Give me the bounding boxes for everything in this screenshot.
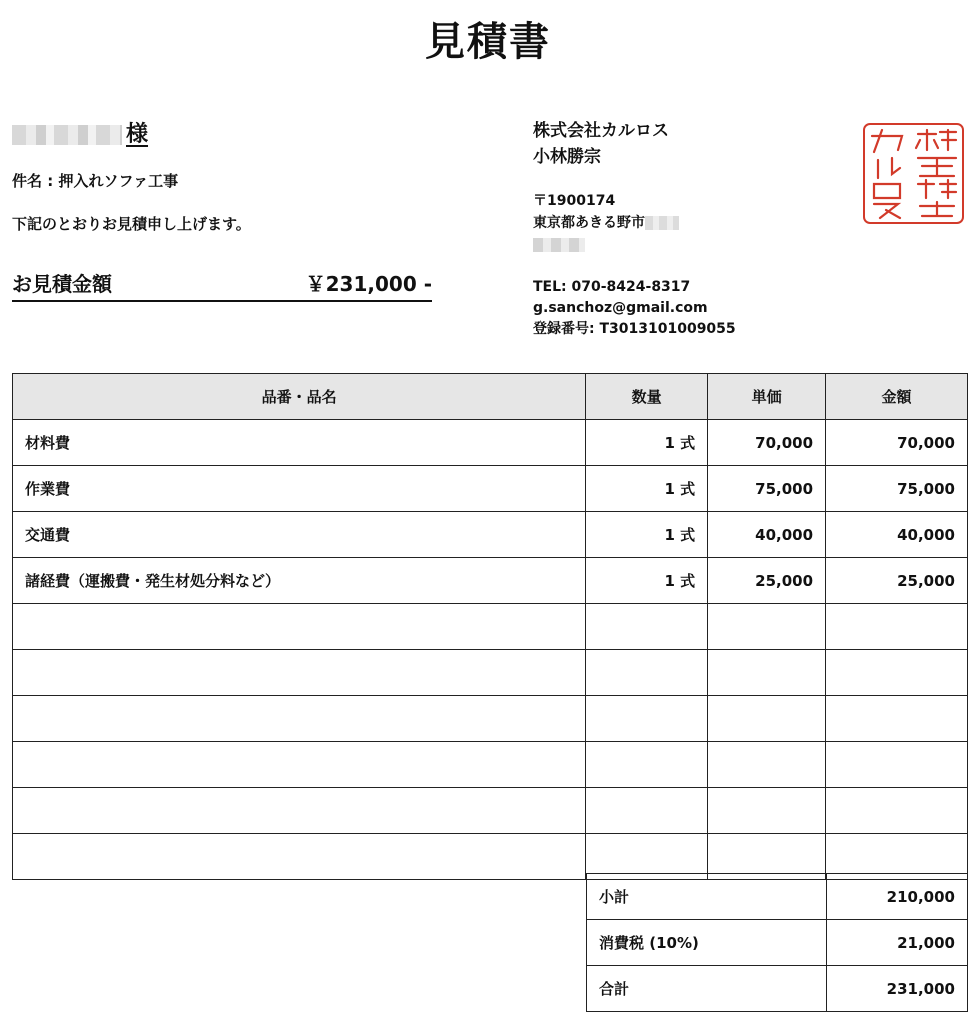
line-items-table [12, 373, 968, 880]
item-amount [826, 788, 968, 834]
item-name [13, 742, 586, 788]
table-row-empty [13, 696, 968, 742]
item-amount [826, 742, 968, 788]
total-row [587, 966, 968, 1012]
tax-value: 21,000 [827, 920, 968, 966]
issuer-tel: TEL: 070-8424-8317 [533, 279, 691, 295]
estimate-amount-label: お見積金額 [12, 272, 112, 296]
table-row [13, 558, 968, 604]
item-amount [826, 650, 968, 696]
table-row-empty [13, 604, 968, 650]
item-quantity: 1 式 [586, 420, 708, 466]
subtotal-value: 210,000 [827, 874, 968, 920]
redacted-address [645, 216, 679, 230]
item-quantity [586, 788, 708, 834]
issuer-person: 小林勝宗 [533, 147, 601, 167]
intro-text: 下記のとおりお見積申し上げます。 [12, 215, 251, 233]
item-unit-price: 25,000 [708, 558, 826, 604]
item-name: 交通費 [13, 512, 586, 558]
header-unit-price: 単価 [708, 374, 826, 420]
estimate-amount-value: ￥231,000 - [305, 272, 432, 296]
company-seal-stamp [862, 122, 965, 225]
estimate-amount [12, 268, 432, 302]
item-unit-price [708, 788, 826, 834]
item-name [13, 834, 586, 880]
item-quantity [586, 650, 708, 696]
item-amount: 70,000 [826, 420, 968, 466]
tax-label: 消費税 (10%) [587, 920, 827, 966]
table-row-empty [13, 742, 968, 788]
item-name: 諸経費（運搬費・発生材処分料など） [13, 558, 586, 604]
item-amount: 40,000 [826, 512, 968, 558]
item-amount: 25,000 [826, 558, 968, 604]
issuer-email: g.sanchoz@gmail.com [533, 300, 708, 316]
item-amount [826, 604, 968, 650]
item-quantity: 1 式 [586, 558, 708, 604]
item-name: 材料費 [13, 420, 586, 466]
issuer-address: 東京都あきる野市 [533, 215, 645, 231]
table-header-row [13, 374, 968, 420]
item-name [13, 788, 586, 834]
issuer-company: 株式会社カルロス [533, 121, 669, 141]
item-amount [826, 696, 968, 742]
document-title: 見積書 [425, 19, 551, 65]
item-unit-price [708, 742, 826, 788]
item-unit-price: 70,000 [708, 420, 826, 466]
item-quantity: 1 式 [586, 466, 708, 512]
total-label: 合計 [587, 966, 827, 1012]
subtotal-row [587, 874, 968, 920]
totals-table [586, 873, 968, 1012]
item-name [13, 604, 586, 650]
subtotal-label: 小計 [587, 874, 827, 920]
item-quantity [586, 742, 708, 788]
table-row [13, 420, 968, 466]
table-row-empty [13, 650, 968, 696]
header-amount: 金額 [826, 374, 968, 420]
table-row [13, 512, 968, 558]
item-name [13, 650, 586, 696]
tax-row [587, 920, 968, 966]
issuer-contact-block [533, 277, 736, 340]
issuer-postal: 〒1900174 [533, 193, 616, 209]
item-unit-price [708, 696, 826, 742]
issuer-registration: 登録番号: T3013101009055 [533, 321, 736, 337]
item-unit-price: 75,000 [708, 466, 826, 512]
customer-name [12, 118, 148, 148]
issuer-address-line [533, 212, 679, 234]
table-row [13, 466, 968, 512]
item-quantity: 1 式 [586, 512, 708, 558]
issuer-company-block [533, 118, 669, 170]
redacted-address-line [533, 238, 585, 252]
item-unit-price: 40,000 [708, 512, 826, 558]
redacted-customer-name [12, 125, 122, 145]
item-quantity [586, 604, 708, 650]
header-item-name: 品番・品名 [13, 374, 586, 420]
item-name [13, 696, 586, 742]
subject-line: 件名 : 押入れソファ工事 [12, 172, 179, 190]
issuer-address-block [533, 190, 679, 252]
item-name: 作業費 [13, 466, 586, 512]
total-value: 231,000 [827, 966, 968, 1012]
item-unit-price [708, 604, 826, 650]
item-unit-price [708, 650, 826, 696]
item-quantity [586, 696, 708, 742]
customer-honorific: 様 [126, 122, 149, 147]
table-row-empty [13, 788, 968, 834]
header-quantity: 数量 [586, 374, 708, 420]
item-amount: 75,000 [826, 466, 968, 512]
